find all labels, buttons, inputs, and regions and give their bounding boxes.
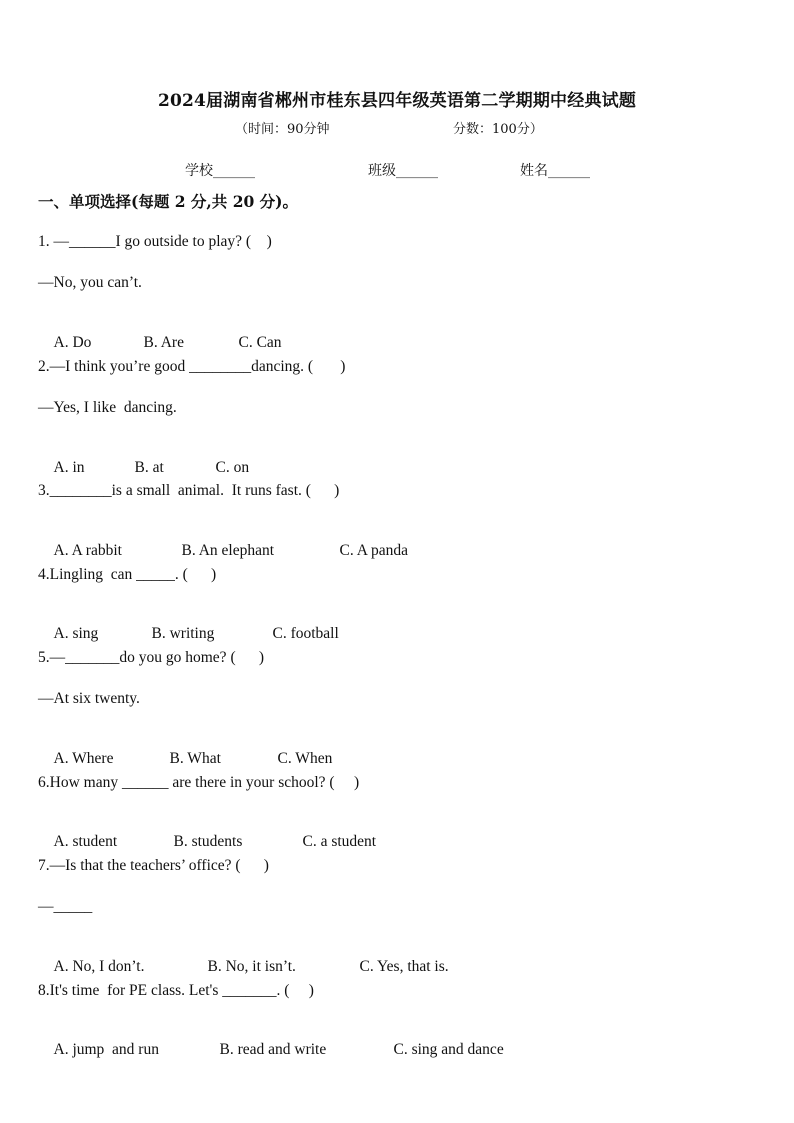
question-5: 5.—_______do you go home? ( ) bbox=[38, 649, 265, 666]
option-c: C. A panda bbox=[339, 542, 408, 559]
question-1: 1. —______I go outside to play? ( ) bbox=[38, 233, 272, 250]
option-b: B. What bbox=[169, 750, 221, 767]
class-field: 班级______ bbox=[368, 163, 438, 179]
name-field: 姓名______ bbox=[520, 163, 590, 179]
option-b: B. Are bbox=[143, 334, 184, 351]
section-heading: 一、单项选择(每题 2 分,共 20 分)。 bbox=[38, 192, 299, 211]
exam-subtitle bbox=[235, 118, 543, 137]
school-field: 学校______ bbox=[185, 163, 255, 179]
question-2-reply: —Yes, I like dancing. bbox=[38, 399, 177, 416]
option-c: C. Can bbox=[238, 334, 282, 351]
question-8-options bbox=[38, 1023, 504, 1077]
option-b: B. students bbox=[173, 833, 243, 850]
option-c: C. on bbox=[215, 459, 250, 476]
question-4: 4.Lingling can _____. ( ) bbox=[38, 566, 217, 583]
time-limit: （时间：90分钟 bbox=[235, 122, 330, 137]
option-a: A. No, I don’t. bbox=[53, 958, 145, 975]
option-c: C. sing and dance bbox=[393, 1041, 504, 1058]
question-6: 6.How many ______ are there in your school? ( ) bbox=[38, 774, 360, 791]
question-5-reply: —At six twenty. bbox=[38, 690, 140, 707]
option-c: C. football bbox=[272, 625, 339, 642]
option-c: C. a student bbox=[302, 833, 377, 850]
option-b: B. read and write bbox=[219, 1041, 327, 1058]
option-c: C. When bbox=[277, 750, 333, 767]
question-7: 7.—Is that the teachers’ office? ( ) bbox=[38, 857, 269, 874]
option-a: A. Where bbox=[53, 750, 114, 767]
option-a: A. A rabbit bbox=[53, 542, 122, 559]
question-8: 8.It's time for PE class. Let's _______. ( ) bbox=[38, 982, 314, 999]
option-b: B. writing bbox=[151, 625, 215, 642]
option-a: A. sing bbox=[53, 625, 99, 642]
option-b: B. No, it isn’t. bbox=[207, 958, 296, 975]
option-b: B. at bbox=[134, 459, 164, 476]
exam-title: 2024届湖南省郴州市桂东县四年级英语第二学期期中经典试题 bbox=[157, 91, 637, 111]
question-7-reply: —_____ bbox=[38, 898, 93, 915]
option-a: A. student bbox=[53, 833, 118, 850]
option-b: B. An elephant bbox=[181, 542, 275, 559]
total-score: 分数：100分） bbox=[453, 122, 543, 137]
question-1-reply: —No, you can’t. bbox=[38, 274, 142, 291]
question-3: 3.________is a small animal. It runs fast. ( ) bbox=[38, 482, 340, 499]
option-c: C. Yes, that is. bbox=[359, 958, 449, 975]
option-a: A. in bbox=[53, 459, 85, 476]
option-a: A. Do bbox=[53, 334, 92, 351]
question-2: 2.—I think you’re good ________dancing. ( ) bbox=[38, 358, 346, 375]
option-a: A. jump and run bbox=[53, 1041, 159, 1058]
